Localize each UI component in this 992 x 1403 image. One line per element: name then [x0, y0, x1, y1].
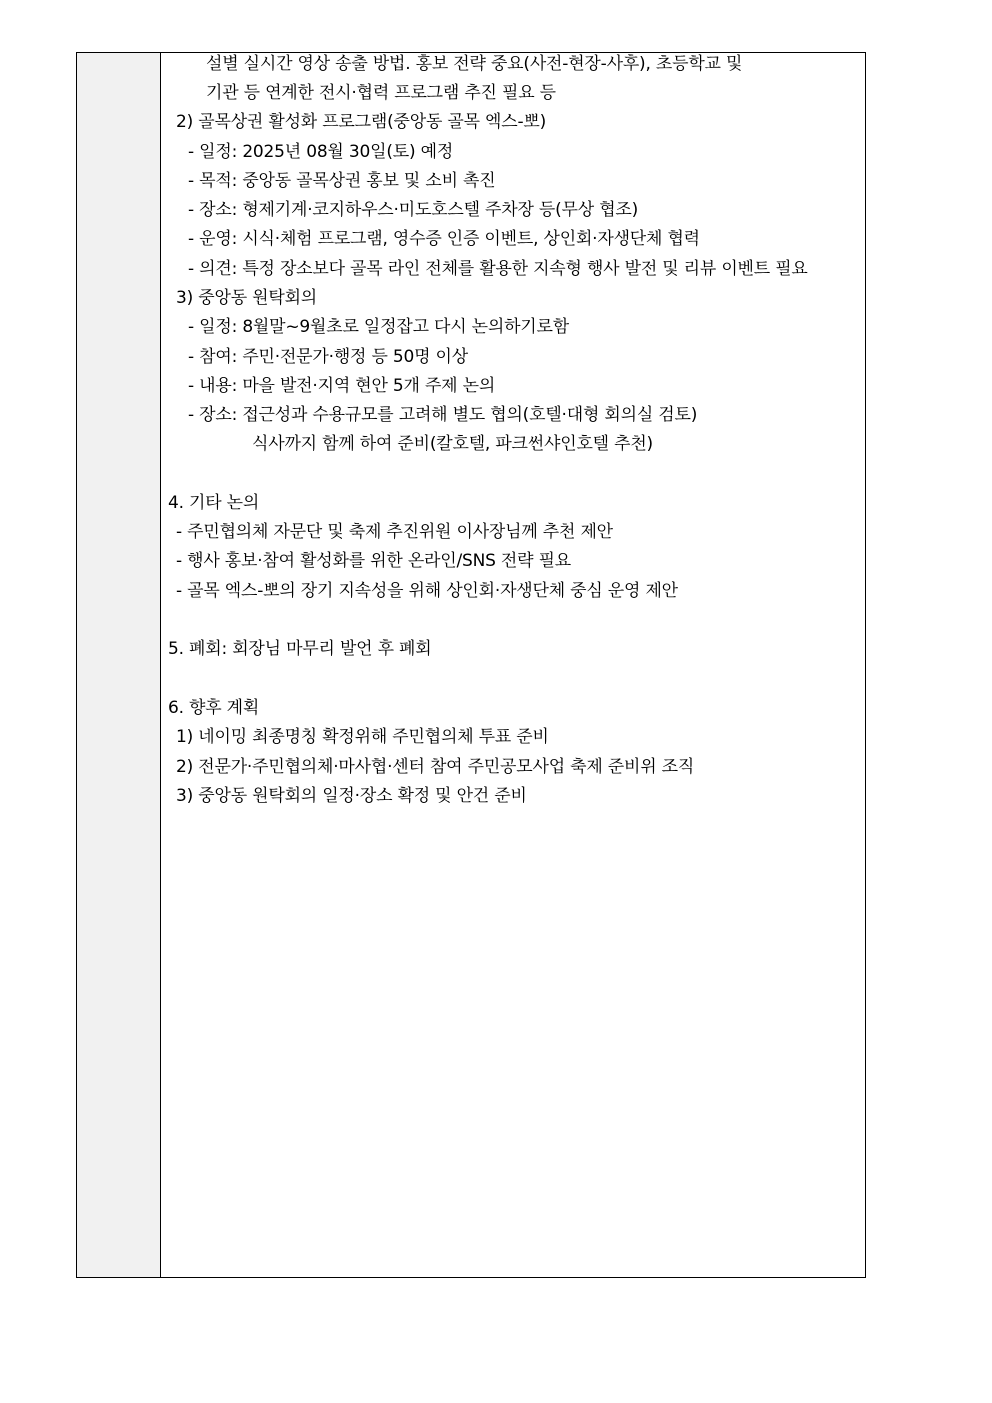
text-line: - 운영: 시식·체험 프로그램, 영수증 인증 이벤트, 상인회·자생단체 협력	[188, 229, 700, 249]
text-line: 2) 전문가·주민협의체·마사협·센터 참여 주민공모사업 축제 준비위 조직	[176, 757, 695, 777]
text-line: 3) 중앙동 원탁회의 일정·장소 확정 및 안건 준비	[176, 786, 527, 806]
minutes-table	[76, 52, 866, 1278]
text-line: 설별 실시간 영상 송출 방법. 홍보 전략 중요(사전-현장-사후), 초등학교 및	[206, 54, 743, 74]
text-line: - 일정: 2025년 08월 30일(토) 예정	[188, 142, 454, 162]
text-line: - 내용: 마을 발전·지역 현안 5개 주제 논의	[188, 376, 496, 396]
text-line: - 목적: 중앙동 골목상권 홍보 및 소비 촉진	[188, 171, 496, 191]
text-line: - 장소: 형제기계·코지하우스·미도호스텔 주차장 등(무상 협조)	[188, 200, 639, 220]
section-heading: 6. 향후 계획	[168, 698, 260, 718]
text-line: - 주민협의체 자문단 및 축제 추진위원 이사장님께 추천 제안	[176, 522, 613, 542]
text-line: 기관 등 연계한 전시·협력 프로그램 추진 필요 등	[206, 83, 556, 103]
text-line: - 골목 엑스-뽀의 장기 지속성을 위해 상인회·자생단체 중심 운영 제안	[176, 581, 678, 601]
section-heading: 5. 폐회: 회장님 마무리 발언 후 폐회	[168, 639, 432, 659]
text-line: - 참여: 주민·전문가·행정 등 50명 이상	[188, 347, 469, 367]
table-content-cell	[162, 53, 865, 1277]
text-line: 식사까지 함께 하여 준비(칼호텔, 파크썬샤인호텔 추천)	[252, 434, 653, 454]
section-heading: 2) 골목상권 활성화 프로그램(중앙동 골목 엑스-뽀)	[176, 112, 547, 132]
text-line: - 행사 홍보·참여 활성화를 위한 온라인/SNS 전략 필요	[176, 551, 572, 571]
table-label-column	[77, 53, 161, 1277]
section-heading: 4. 기타 논의	[168, 493, 260, 513]
text-line: 1) 네이밍 최종명칭 확정위해 주민협의체 투표 준비	[176, 727, 549, 747]
text-line: - 일정: 8월말~9월초로 일정잡고 다시 논의하기로함	[188, 317, 569, 337]
text-line: - 의견: 특정 장소보다 골목 라인 전체를 활용한 지속형 행사 발전 및 리뷰 이벤트 필요	[188, 259, 808, 279]
section-heading: 3) 중앙동 원탁회의	[176, 288, 318, 308]
text-line: - 장소: 접근성과 수용규모를 고려해 별도 협의(호텔·대형 회의실 검토)	[188, 405, 698, 425]
